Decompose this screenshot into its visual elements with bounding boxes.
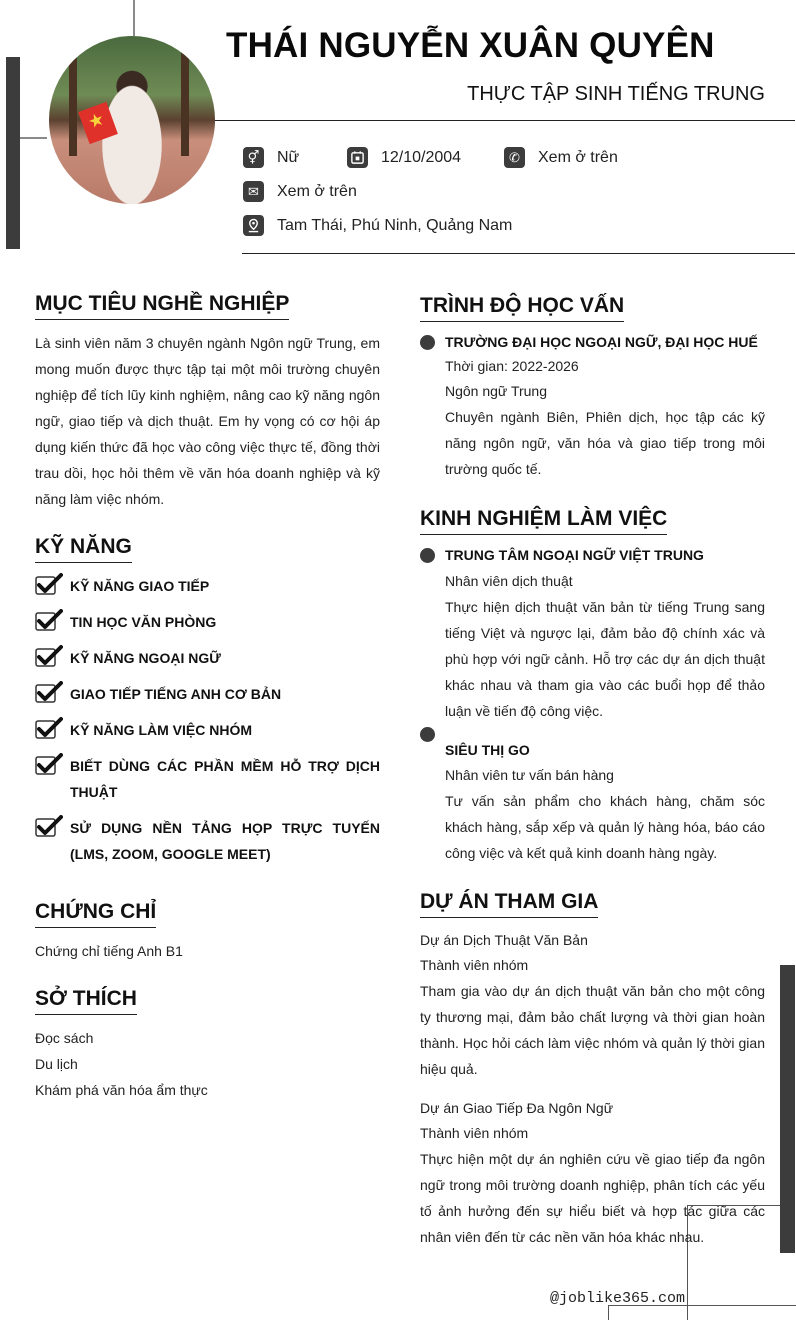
contact-address (243, 215, 512, 236)
birthday-value: 12/10/2004 (381, 148, 462, 166)
section-title-projects: DỰ ÁN THAM GIA (420, 890, 598, 918)
experience-company: SIÊU THỊ GO (445, 742, 530, 758)
education-school: TRƯỜNG ĐẠI HỌC NGOẠI NGỮ, ĐẠI HỌC HUẾ (445, 334, 758, 350)
bullet-icon (420, 727, 435, 742)
gender-value: Nữ (277, 148, 300, 166)
skill-label: BIẾT DÙNG CÁC PHẦN MỀM HỖ TRỢ DỊCH THUẬT (70, 758, 380, 800)
candidate-name: THÁI NGUYỄN XUÂN QUYÊN (226, 26, 715, 65)
project-role: Thành viên nhóm (420, 1125, 529, 1141)
section-title-skills: KỸ NĂNG (35, 535, 132, 563)
phone-icon: ✆ (504, 147, 525, 168)
calendar-icon (347, 147, 368, 168)
skill-item (35, 645, 380, 671)
bullet-icon (420, 548, 435, 563)
education-major: Ngôn ngữ Trung (445, 383, 547, 399)
skill-item (35, 609, 380, 635)
section-title-experience: KINH NGHIỆM LÀM VIỆC (420, 507, 667, 535)
avatar-photo (49, 36, 215, 204)
skill-item (35, 753, 380, 805)
skill-item (35, 573, 380, 599)
skill-label: KỸ NĂNG GIAO TIẾP (70, 578, 210, 594)
project-name: Dự án Dịch Thuật Văn Bản (420, 932, 588, 948)
contact-phone (504, 147, 618, 168)
experience-position: Nhân viên tư vấn bán hàng (445, 767, 614, 783)
skill-label: GIAO TIẾP TIẾNG ANH CƠ BẢN (70, 686, 282, 702)
project-role: Thành viên nhóm (420, 957, 529, 973)
skill-item (35, 681, 380, 707)
section-title-objective: MỤC TIÊU NGHỀ NGHIỆP (35, 292, 289, 320)
section-title-education: TRÌNH ĐỘ HỌC VẤN (420, 294, 624, 322)
checkbox-checked-icon (35, 645, 63, 667)
hobby-item: Khám phá văn hóa ẩm thực (35, 1082, 208, 1098)
checkbox-checked-icon (35, 753, 63, 775)
decorative-line (20, 137, 47, 139)
checkbox-checked-icon (35, 815, 63, 837)
experience-position: Nhân viên dịch thuật (445, 573, 573, 589)
education-time: Thời gian: 2022-2026 (445, 358, 579, 374)
divider (242, 253, 795, 254)
checkbox-checked-icon (35, 717, 63, 739)
contact-email (243, 181, 357, 202)
skill-label: SỬ DỤNG NỀN TẢNG HỌP TRỰC TUYẾN (LMS, ZOOM, GOOGLE MEET) (70, 820, 380, 862)
section-title-certificates: CHỨNG CHỈ (35, 900, 156, 928)
hobby-item: Đọc sách (35, 1030, 94, 1046)
decorative-line (133, 0, 135, 36)
decorative-bar-left (6, 57, 20, 249)
project-description: Tham gia vào dự án dịch thuật văn bản cho một công ty thương mại, đảm bảo chất lượng và thời gian hoàn thành. Học hỏi cách làm việc nhóm và quản lý thời gian hiệu quả. (420, 983, 765, 1077)
divider (215, 120, 795, 121)
location-icon (243, 215, 264, 236)
email-value: Xem ở trên (277, 182, 357, 200)
project-description: Thực hiện một dự án nghiên cứu về giao tiếp đa ngôn ngữ trong môi trường doanh nghiệp, phân tích các yếu tố ảnh hưởng đến sự hiểu biết và hợp tác giữa các nhân viên đến từ các nền văn hóa khác nhau. (420, 1151, 765, 1245)
contact-birthday (347, 147, 461, 168)
checkbox-checked-icon (35, 573, 63, 595)
decorative-bar-right (780, 965, 795, 1253)
mail-icon: ✉ (243, 181, 264, 202)
certificate-item: Chứng chỉ tiếng Anh B1 (35, 943, 183, 959)
phone-value: Xem ở trên (538, 148, 618, 166)
experience-company: TRUNG TÂM NGOẠI NGỮ VIỆT TRUNG (445, 547, 704, 563)
address-value: Tam Thái, Phú Ninh, Quảng Nam (277, 216, 513, 234)
section-title-hobbies: SỞ THÍCH (35, 987, 137, 1015)
candidate-role: THỰC TẬP SINH TIẾNG TRUNG (467, 83, 765, 105)
experience-description: Thực hiện dịch thuật văn bản từ tiếng Trung sang tiếng Việt và ngược lại, đảm bảo độ chính xác và phù hợp với ngữ cảnh. Hỗ trợ các dự án dịch thuật khác nhau và tham gia vào các buổi họp để thảo luận về tiến độ công việc. (445, 599, 765, 719)
checkbox-checked-icon (35, 681, 63, 703)
watermark: @joblike365.com (550, 1290, 686, 1307)
bullet-icon (420, 335, 435, 350)
skill-item (35, 815, 380, 867)
checkbox-checked-icon (35, 609, 63, 631)
decorative-line (608, 1305, 609, 1320)
project-name: Dự án Giao Tiếp Đa Ngôn Ngữ (420, 1100, 614, 1116)
gender-icon: ⚥ (243, 147, 264, 168)
skill-label: KỸ NĂNG LÀM VIỆC NHÓM (70, 722, 252, 738)
skill-item (35, 717, 380, 743)
skill-label: TIN HỌC VĂN PHÒNG (70, 614, 217, 630)
education-description: Chuyên ngành Biên, Phiên dịch, học tập các kỹ năng ngôn ngữ, văn hóa và giao tiếp trong môi trường quốc tế. (445, 409, 765, 477)
skill-label: KỸ NĂNG NGOẠI NGỮ (70, 650, 221, 666)
contact-gender (243, 147, 299, 168)
flag-image (78, 102, 118, 144)
experience-description: Tư vấn sản phẩm cho khách hàng, chăm sóc khách hàng, sắp xếp và quản lý hàng hóa, báo cáo công việc và kết quả kinh doanh hàng ngày. (445, 793, 765, 861)
objective-text: Là sinh viên năm 3 chuyên ngành Ngôn ngữ Trung, em mong muốn được thực tập tại một môi trường chuyên nghiệp để tích lũy kinh nghiệm, nâng cao kỹ năng ngôn ngữ, giao tiếp và dịch thuật. Em hy vọng có cơ hội áp dụng kiến thức đã học vào công việc thực tế, đồng thời trau dồi, học hỏi thêm về văn hóa doanh nghiệp và kỹ năng làm việc nhóm. (35, 335, 380, 507)
hobby-item: Du lịch (35, 1056, 78, 1072)
